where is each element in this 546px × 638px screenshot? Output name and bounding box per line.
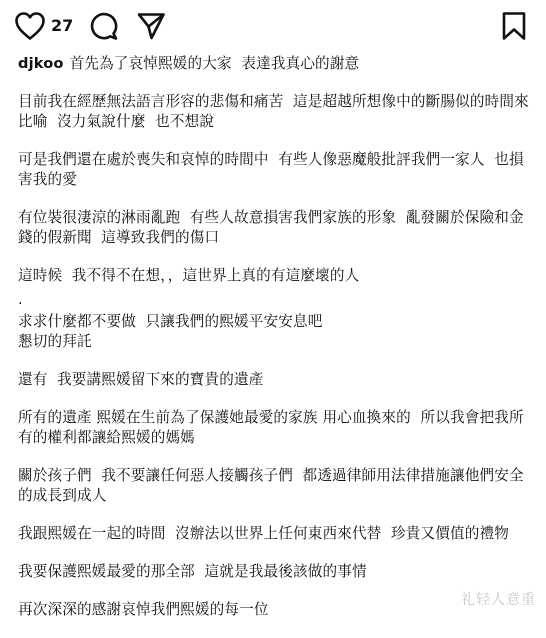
caption-dot: . [18,291,23,308]
caption-paragraph: 我要保護熙媛最愛的那全部 這就是我最後該做的事情 [18,563,367,580]
post-action-bar [0,0,546,52]
caption-text: 首先為了哀悼熙媛的大家 表達我真心的謝意 [69,55,360,72]
caption-paragraph: 所有的遺產 熙媛在生前為了保護她最愛的家族 用心血換來的 所以我會把我所有的權利都讓給熙媛的媽媽 [18,409,524,446]
caption-paragraph: 求求什麼都不要做 只讓我們的熙媛平安安息吧 懇切的拜託 [18,313,323,350]
share-icon[interactable] [136,11,166,41]
like-count[interactable]: 27 [51,16,74,35]
caption-paragraph: 我跟熙媛在一起的時間 沒辦法以世界上任何東西來代替 珍貴又價值的禮物 [18,525,509,542]
caption-paragraph: 還有 我要講熙媛留下來的寶貴的遺產 [18,371,264,388]
comment-icon[interactable] [88,11,118,41]
watermark-text: 礼轻人意重 [461,592,536,608]
bookmark-icon[interactable] [500,11,528,41]
heart-icon[interactable] [14,11,46,41]
post-caption [18,54,532,638]
caption-paragraph: 這時候 我不得不在想，，這世界上真的有這麼壞的人 [18,267,360,284]
caption-paragraph: 關於孩子們 我不要讓任何惡人接觸孩子們 都透過律師用法律措施讓他們安全的成長到成人 [18,467,524,504]
caption-paragraph: 有位裝很淒涼的淋雨亂跑 有些人故意損害我們家族的形象 亂發關於保險和金錢的假新聞 這導致我們的傷口 [18,209,524,246]
username-link[interactable]: djkoo [18,55,64,72]
caption-paragraph: 再次深深的感謝哀悼我們熙媛的每一位 [18,601,269,618]
caption-paragraph: 可是我們還在處於喪失和哀悼的時間中 有些人像惡魔般批評我們一家人 也損害我的愛 [18,151,524,188]
caption-paragraph [18,54,532,74]
caption-paragraph: 目前我在經歷無法語言形容的悲傷和痛苦 這是超越所想像中的斷腸似的時間來比喻 沒力氣說什麼 也不想說 [18,93,529,130]
